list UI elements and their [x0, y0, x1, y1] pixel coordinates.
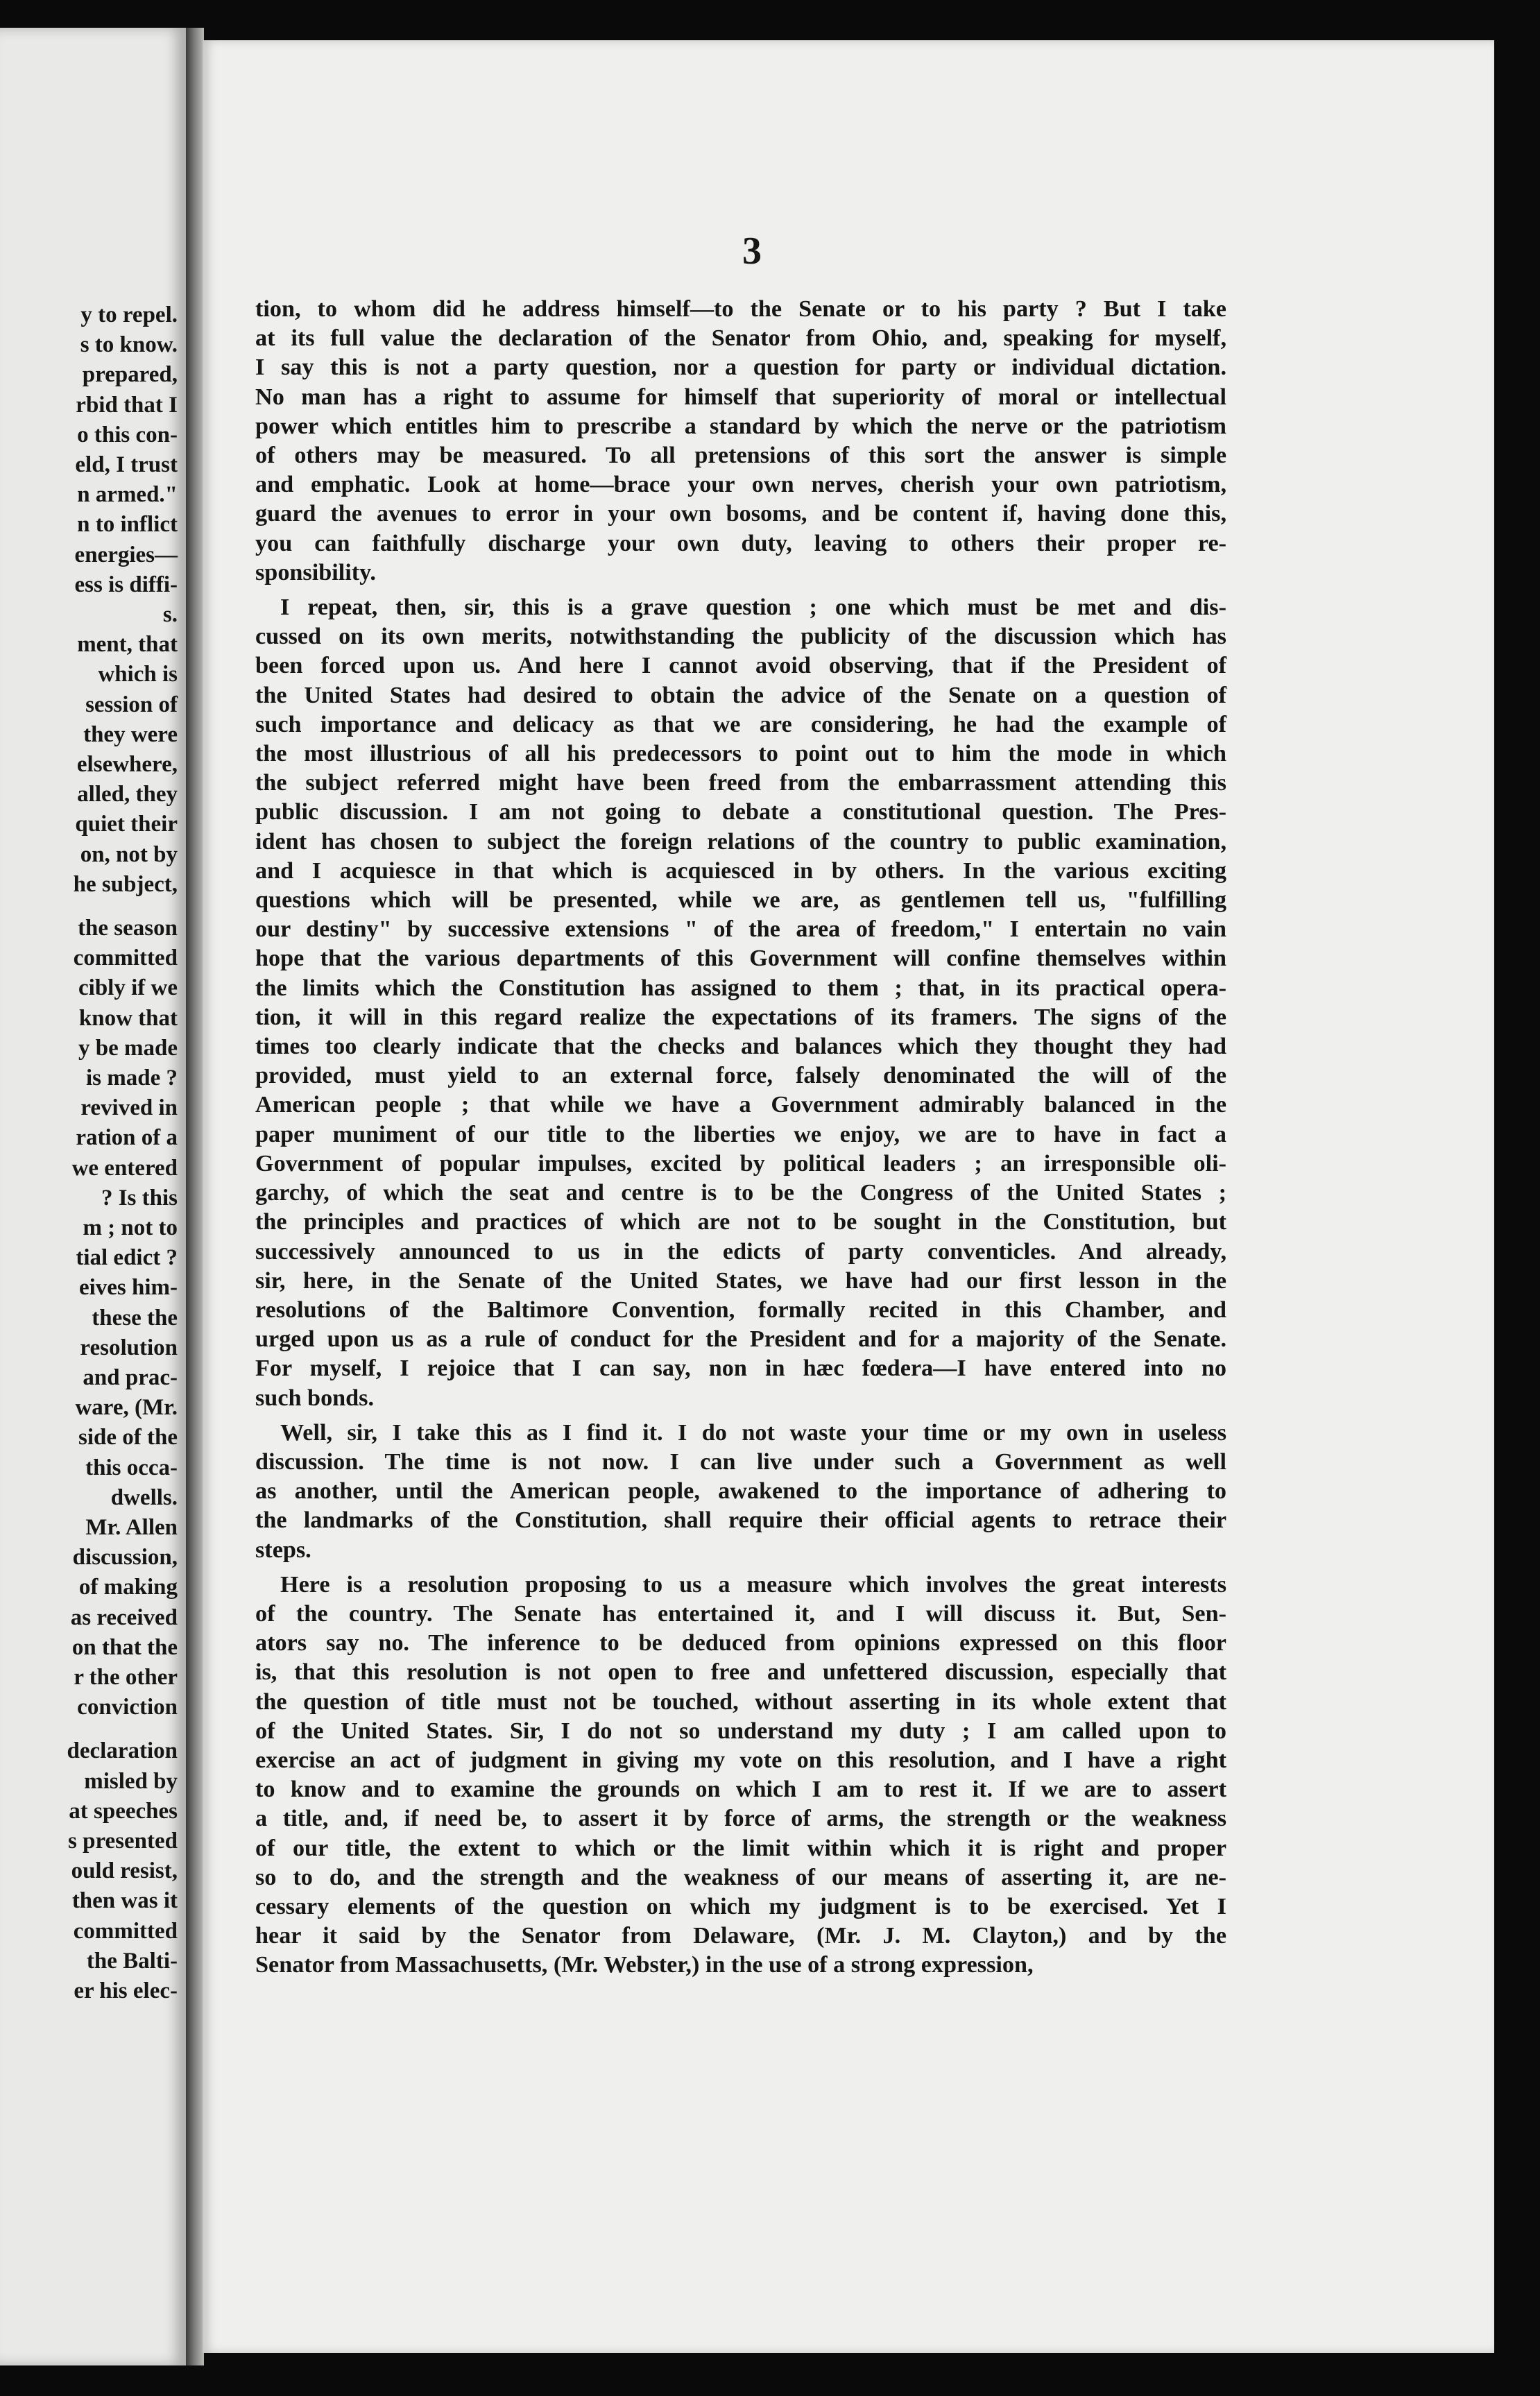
text-line: the principles and practices of which are not to be sought in the Constitution, but: [255, 1209, 1226, 1235]
left-page-line: y to repel.: [80, 302, 178, 327]
text-line: guard the avenues to error in your own bosoms, and be content if, having done this,: [255, 501, 1226, 527]
text-line: tion, to whom did he address himself—to the Senate or to his party ? But I take: [255, 296, 1226, 322]
text-line: such bonds.: [255, 1385, 375, 1411]
left-page-line: tial edict ?: [76, 1245, 178, 1271]
left-page-line: ould resist,: [71, 1858, 178, 1884]
text-line: such importance and delicacy as that we are considering, he had the example of: [255, 711, 1226, 737]
left-page-line: elsewhere,: [76, 752, 178, 777]
left-page-line: s.: [162, 602, 178, 627]
left-page-line: ? Is this: [101, 1185, 178, 1210]
text-line: our destiny" by successive extensions " of the area of freedom," I entertain no vain: [255, 916, 1226, 943]
left-page-line: n to inflict: [77, 512, 178, 538]
text-line: paper muniment of our title to the liberties we enjoy, we are to have in fact a: [255, 1121, 1226, 1147]
left-page-line: o this con-: [77, 422, 178, 447]
text-line: steps.: [255, 1537, 311, 1563]
left-page-line: m ; not to: [83, 1215, 178, 1240]
left-page-line: session of: [85, 692, 178, 717]
text-line: I say this is not a party question, nor a question for party or individual dictation.: [255, 354, 1226, 381]
text-line: of others may be measured. To all pretensions of this sort the answer is simple: [255, 443, 1226, 469]
left-page-line: side of the: [78, 1425, 178, 1451]
left-page-line: r the other: [74, 1665, 178, 1690]
left-page-line: discussion,: [72, 1545, 178, 1571]
text-line: a title, and, if need be, to assert it by force of arms, the strength or the weakness: [255, 1806, 1226, 1832]
text-line: of our title, the extent to which or the limit within which it is right and proper: [255, 1835, 1226, 1861]
left-page-line: alled, they: [77, 782, 178, 807]
left-page-line: eives him-: [78, 1275, 178, 1301]
page-number: 3: [742, 230, 762, 273]
text-line: questions which will be presented, while we are, as gentlemen tell us, "fulfilling: [255, 887, 1226, 914]
text-line: the limits which the Constitution has assigned to them ; that, in its practical opera-: [255, 975, 1226, 1001]
text-line: sir, here, in the Senate of the United States, we have had our first lesson in the: [255, 1267, 1226, 1294]
text-line: of the country. The Senate has entertained it, and I will discuss it. But, Sen-: [255, 1600, 1226, 1627]
left-page-line: ess is diffi-: [74, 572, 178, 597]
left-page-line: he subject,: [73, 871, 178, 897]
text-line: Well, sir, I take this as I find it. I do not waste your time or my own in useless: [280, 1419, 1226, 1446]
text-line: is, that this resolution is not open to free and unfettered discussion, especially that: [255, 1659, 1226, 1686]
text-line: ident has chosen to subject the foreign relations of the country to public examination,: [255, 828, 1226, 855]
left-page-line: is made ?: [86, 1066, 178, 1090]
left-page-line: on, not by: [80, 841, 178, 867]
left-page-line: ration of a: [76, 1125, 178, 1151]
text-line: times too clearly indicate that the checks and balances which they thought they had: [255, 1034, 1226, 1060]
left-page-line: committed: [73, 1918, 178, 1944]
left-page-line: we entered: [71, 1155, 178, 1181]
text-line: I repeat, then, sir, this is a grave question ; one which must be met and dis-: [280, 594, 1226, 621]
left-page-line: conviction: [77, 1695, 178, 1720]
left-page-edge: [0, 28, 186, 2365]
left-page-line: on that the: [71, 1634, 178, 1660]
text-line: cessary elements of the question on which my judgment is to be exercised. Yet I: [255, 1893, 1226, 1919]
text-line: successively announced to us in the edicts of party conventicles. And already,: [255, 1238, 1226, 1265]
left-page-line: cibly if we: [78, 975, 178, 1001]
text-line: the most illustrious of all his predecessors to point out to him the mode in which: [255, 741, 1226, 767]
left-page-line: know that: [78, 1005, 178, 1031]
text-line: the United States had desired to obtain the advice of the Senate on a question of: [255, 682, 1226, 708]
left-page-line: then was it: [71, 1888, 178, 1914]
text-line: No man has a right to assume for himself that superiority of moral or intellectual: [255, 384, 1226, 410]
text-line: ators say no. The inference to be deduced from opinions expressed on this floor: [255, 1630, 1226, 1657]
left-page-line: quiet their: [75, 812, 178, 837]
body-text: [255, 295, 1226, 1980]
text-line: public discussion. I am not going to debate a constitutional question. The Pres-: [255, 799, 1226, 825]
left-page-line: this occa-: [85, 1455, 178, 1480]
text-line: hear it said by the Senator from Delaware, (Mr. J. M. Clayton,) and by the: [255, 1923, 1226, 1949]
left-page-line: dwells.: [110, 1484, 178, 1510]
left-page-line: at speeches: [69, 1798, 178, 1824]
text-line: and emphatic. Look at home—brace your own nerves, cherish your own patriotism,: [255, 472, 1226, 498]
left-page-line: prepared,: [82, 362, 178, 388]
text-line: discussion. The time is not now. I can live under such a Government as well: [255, 1448, 1226, 1475]
left-page-line: which is: [98, 662, 178, 687]
text-line: at its full value the declaration of the Senator from Ohio, and, speaking for myself,: [255, 325, 1226, 352]
left-page-line: the season: [78, 916, 178, 941]
left-page-line: Mr. Allen: [85, 1515, 178, 1540]
left-page-line: of making: [78, 1575, 178, 1600]
left-page-line: ware, (Mr.: [75, 1395, 178, 1421]
text-line: and I acquiesce in that which is acquiesced in by others. In the various exciting: [255, 857, 1226, 884]
text-line: provided, must yield to an external force, falsely denominated the will of the: [255, 1063, 1226, 1089]
left-page-line: s presented: [68, 1829, 178, 1854]
left-page-line: the Balti-: [86, 1948, 178, 1974]
left-page-line: eld, I trust: [75, 452, 178, 477]
left-page-line: revived in: [80, 1095, 178, 1121]
text-line: the question of title must not be touched, without asserting in its whole extent that: [255, 1688, 1226, 1715]
text-line: the landmarks of the Constitution, shall require their official agents to retrace their: [255, 1507, 1226, 1534]
text-line: hope that the various departments of this Government will confine themselves within: [255, 945, 1226, 972]
text-line: so to do, and the strength and the weakness of our means of asserting it, are ne-: [255, 1864, 1226, 1890]
text-line: of the United States. Sir, I do not so understand my duty ; I am called upon to: [255, 1718, 1226, 1744]
text-line: the subject referred might have been freed from the embarrassment attending this: [255, 770, 1226, 796]
left-page-line: ment, that: [77, 632, 178, 658]
text-line: exercise an act of judgment in giving my vote on this resolution, and I have a right: [255, 1747, 1226, 1773]
left-page-line: energies—: [74, 542, 178, 567]
text-line: tion, it will in this regard realize the expectations of its framers. The signs of the: [255, 1004, 1226, 1030]
text-line: resolutions of the Baltimore Convention, formally recited in this Chamber, and: [255, 1297, 1226, 1323]
left-page-line: n armed.": [77, 482, 178, 508]
text-line: American people ; that while we have a Government admirably balanced in the: [255, 1092, 1226, 1118]
left-page-line: declaration: [67, 1738, 178, 1764]
left-page-line: they were: [83, 721, 178, 747]
left-page-line: rbid that I: [76, 392, 178, 418]
left-page-line: er his elec-: [74, 1978, 178, 2003]
left-page-line: resolution: [80, 1335, 178, 1360]
text-line: you can faithfully discharge your own duty, leaving to others their proper re-: [255, 530, 1226, 556]
text-line: urged upon us as a rule of conduct for the President and for a majority of the Senate.: [255, 1326, 1226, 1353]
text-line: garchy, of which the seat and centre is to be the Congress of the United States ;: [255, 1180, 1226, 1206]
text-line: Here is a resolution proposing to us a measure which involves the great interests: [280, 1571, 1226, 1598]
text-line: Senator from Massachusetts, (Mr. Webster,) in the use of a strong expression,: [255, 1952, 1034, 1978]
text-line: to know and to examine the grounds on which I am to rest it. If we are to assert: [255, 1777, 1226, 1803]
left-page-line: s to know.: [80, 332, 178, 358]
text-line: as another, until the American people, awakened to the importance of adhering to: [255, 1478, 1226, 1505]
text-line: been forced upon us. And here I cannot avoid observing, that if the President of: [255, 653, 1226, 679]
left-page-line: y be made: [78, 1035, 178, 1061]
book-gutter: [186, 28, 204, 2365]
text-line: sponsibility.: [255, 559, 376, 585]
text-line: For myself, I rejoice that I can say, non in hæc fœdera—I have entered into no: [255, 1355, 1226, 1382]
text-line: Government of popular impulses, excited by political leaders ; an irresponsible oli-: [255, 1150, 1226, 1176]
left-page-line: committed: [73, 945, 178, 971]
left-page-line: misled by: [84, 1768, 178, 1794]
text-line: power which entitles him to prescribe a standard by which the nerve or the patriotism: [255, 413, 1226, 439]
text-line: cussed on its own merits, notwithstanding the publicity of the discussion which has: [255, 624, 1226, 650]
left-page-line: these the: [92, 1305, 178, 1330]
left-page-line: and prac-: [83, 1365, 178, 1390]
left-page-line: as received: [70, 1605, 178, 1630]
